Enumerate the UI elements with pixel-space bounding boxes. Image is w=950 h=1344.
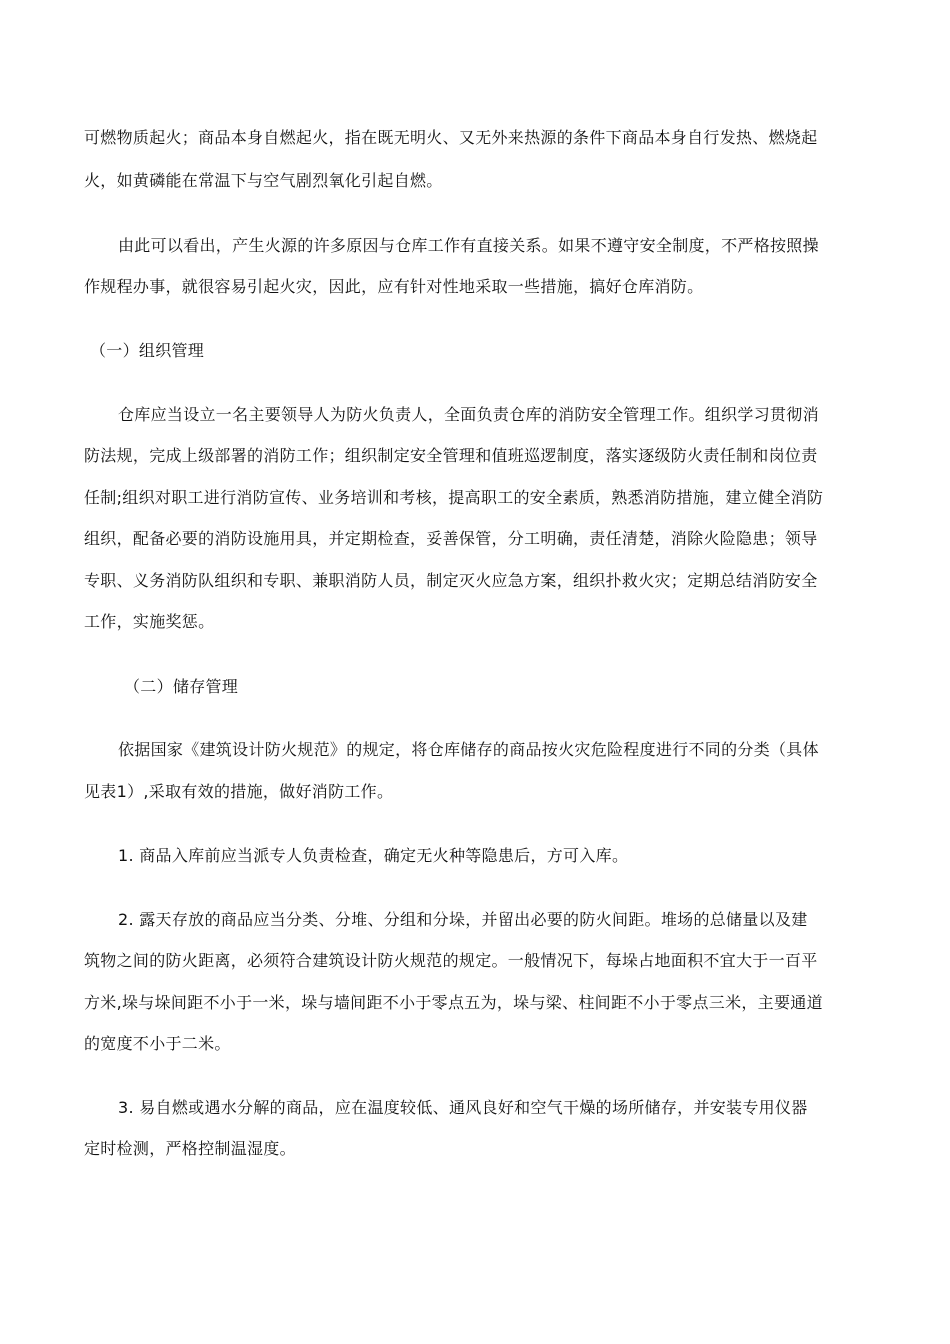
- paragraph-line: 见表1）,采取有效的措施，做好消防工作。: [84, 782, 394, 801]
- paragraph-line: 工作，实施奖惩。: [84, 612, 215, 631]
- paragraph-line: 可燃物质起火；商品本身自燃起火，指在既无明火、又无外来热源的条件下商品本身自行发热、燃烧起: [84, 128, 818, 147]
- paragraph-line: 筑物之间的防火距离，必须符合建筑设计防火规范的规定。一般情况下，每垛占地面积不宜大于一百平: [84, 951, 818, 970]
- paragraph-line: 组织，配备必要的消防设施用具，并定期检查，妥善保管，分工明确，责任清楚，消除火险隐患；领导: [84, 529, 818, 548]
- paragraph-line: 的宽度不小于二米。: [84, 1034, 231, 1053]
- paragraph-line: 专职、义务消防队组织和专职、兼职消防人员，制定灭火应急方案，组织扑救火灾；定期总结消防安全: [84, 571, 818, 590]
- section-heading: （二）储存管理: [124, 677, 239, 696]
- list-item: 3. 易自燃或遇水分解的商品，应在温度较低、通风良好和空气干燥的场所储存，并安装专用仪器: [118, 1098, 808, 1117]
- paragraph-line: 仓库应当设立一名主要领导人为防火负责人，全面负责仓库的消防安全管理工作。组织学习贯彻消: [118, 405, 819, 424]
- list-item: 2. 露天存放的商品应当分类、分堆、分组和分垛，并留出必要的防火间距。堆场的总储量以及建: [118, 910, 808, 929]
- paragraph-line: 由此可以看出，产生火源的许多原因与仓库工作有直接关系。如果不遵守安全制度，不严格按照操: [118, 236, 819, 255]
- paragraph-line: 防法规，完成上级部署的消防工作；组织制定安全管理和值班巡逻制度，落实逐级防火责任制和岗位责: [84, 446, 818, 465]
- paragraph-line: 方米,垛与垛间距不小于一米，垛与墙间距不小于零点五为，垛与梁、柱间距不小于零点三米，主要通道: [84, 993, 823, 1012]
- paragraph-line: 作规程办事，就很容易引起火灾，因此，应有针对性地采取一些措施，搞好仓库消防。: [84, 277, 704, 296]
- paragraph-line: 任制;组织对职工进行消防宣传、业务培训和考核，提高职工的安全素质，熟悉消防措施，建立健全消防: [84, 488, 824, 507]
- section-heading: （一）组织管理: [90, 341, 205, 360]
- paragraph-line: 依据国家《建筑设计防火规范》的规定，将仓库储存的商品按火灾危险程度进行不同的分类（具体: [118, 740, 819, 759]
- list-item: 1. 商品入库前应当派专人负责检查，确定无火种等隐患后，方可入库。: [118, 846, 629, 865]
- paragraph-line: 定时检测，严格控制温湿度。: [84, 1139, 296, 1158]
- paragraph-line: 火，如黄磷能在常温下与空气剧烈氧化引起自燃。: [84, 171, 443, 190]
